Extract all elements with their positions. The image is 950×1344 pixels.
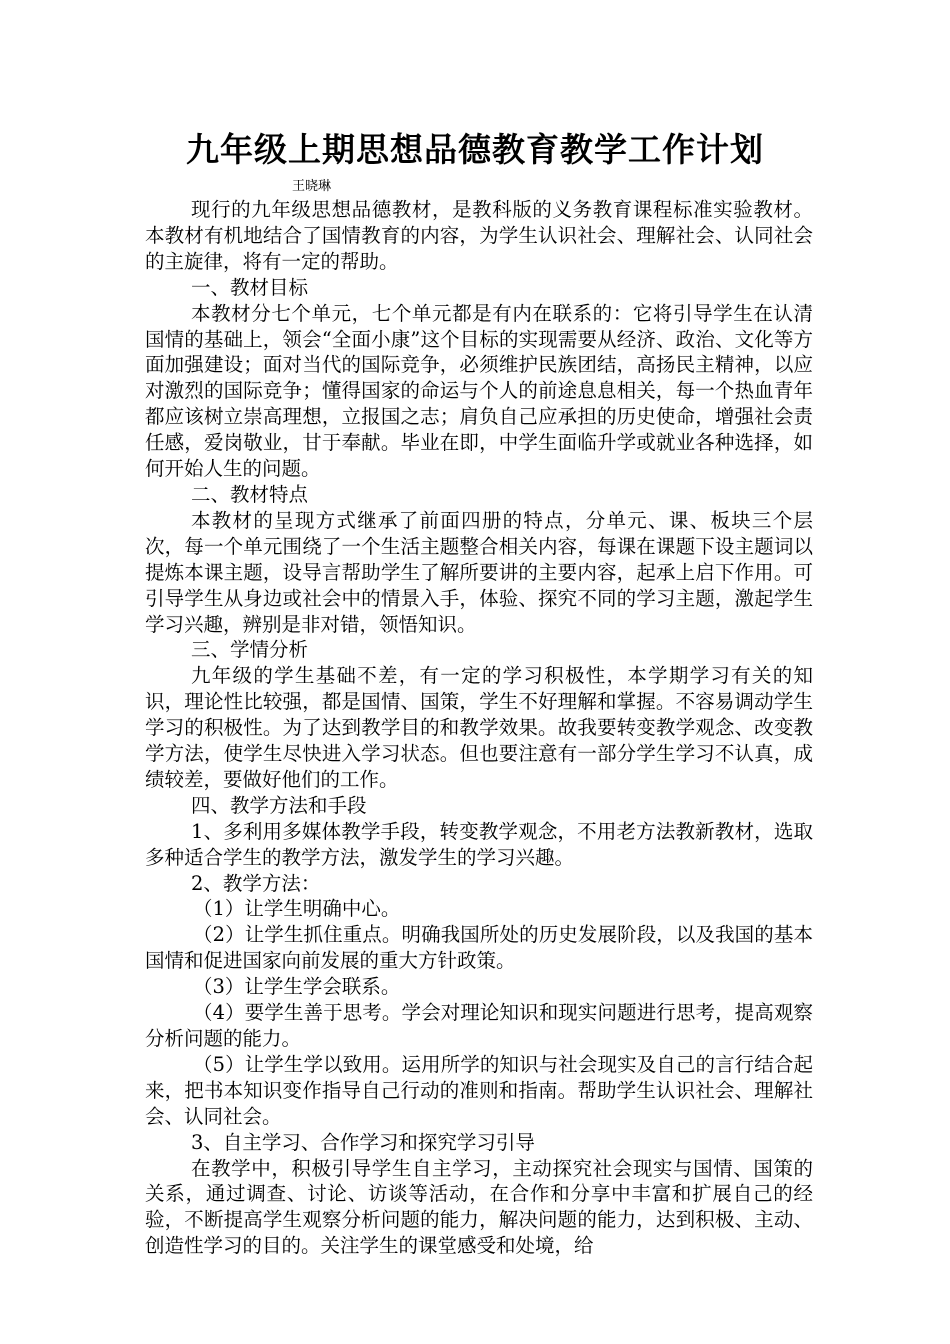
document-author: 王晓琳 bbox=[292, 179, 332, 194]
paragraph: 九年级的学生基础不差，有一定的学习积极性，本学期学习有关的知识，理论性比较强，都是国情、国策，学生不好理解和掌握。不容易调动学生学习的积极性。为了达到教学目的和教学效果。故我要转变教学观念、改变教学方法，使学生尽快进入学习状态。但也要注意有一部分学生学习不认真，成绩较差，要做好他们的工作。 bbox=[145, 664, 813, 791]
paragraph: 本教材分七个单元，七个单元都是有内在联系的：它将引导学生在认清国情的基础上，领会“全面小康”这个目标的实现需要从经济、政治、文化等方面加强建设；面对当代的国际竞争，必须维护民族团结，高扬民主精神，以应对激烈的国际竞争；懂得国家的命运与个人的前途息息相关，每一个热血青年都应该树立崇高理想，立报国之志；肩负自己应承担的历史使命，增强社会责任感，爱岗敬业，甘于奉献。毕业在即，中学生面临升学或就业各种选择，如何开始人生的问题。 bbox=[145, 301, 813, 481]
section-heading-4: 四、教学方法和手段 bbox=[191, 793, 367, 817]
paragraph: 在教学中，积极引导学生自主学习，主动探究社会现实与国情、国策的关系，通过调查、讨论、访谈等活动，在合作和分享中丰富和扩展自己的经验，不断提高学生观察分析问题的能力，解决问题的能力，达到积极、主动、创造性学习的目的。关注学生的课堂感受和处境，给 bbox=[145, 1156, 813, 1258]
sub-list-item: （4）要学生善于思考。学会对理论知识和现实问题进行思考，提高观察分析问题的能力。 bbox=[145, 1001, 813, 1050]
section-heading-3: 三、学情分析 bbox=[191, 638, 309, 662]
section-heading-2: 二、教材特点 bbox=[191, 482, 309, 506]
document-body bbox=[145, 197, 813, 1259]
sub-list-item: （5）让学生学以致用。运用所学的知识与社会现实及自己的言行结合起来，把书本知识变作指导自己行动的准则和指南。帮助学生认识社会、理解社会、认同社会。 bbox=[145, 1052, 813, 1128]
sub-list-item: （1）让学生明确中心。 bbox=[193, 897, 401, 921]
list-item: 1、多利用多媒体教学手段，转变教学观念，不用老方法教新教材，选取多种适合学生的教学方法，激发学生的学习兴趣。 bbox=[145, 819, 813, 869]
sub-list-item: （3）让学生学会联系。 bbox=[193, 975, 401, 999]
document-title: 九年级上期思想品德教育教学工作计划 bbox=[186, 130, 764, 169]
paragraph-intro: 现行的九年级思想品德教材，是教科版的义务教育课程标准实验教材。本教材有机地结合了国情教育的内容，为学生认识社会、理解社会、认同社会的主旋律，将有一定的帮助。 bbox=[145, 198, 813, 273]
section-heading-1: 一、教材目标 bbox=[191, 275, 309, 299]
list-item: 2、教学方法： bbox=[191, 871, 321, 895]
sub-list-item: （2）让学生抓住重点。明确我国所处的历史发展阶段，以及我国的基本国情和促进国家向前发展的重大方针政策。 bbox=[145, 923, 813, 973]
list-item: 3、自主学习、合作学习和探究学习引导 bbox=[191, 1130, 535, 1154]
paragraph: 本教材的呈现方式继承了前面四册的特点，分单元、课、板块三个层次，每一个单元围绕了一个生活主题整合相关内容，每课在课题下设主题词以提炼本课主题，设导言帮助学生了解所要讲的主要内容，起承上启下作用。可引导学生从身边或社会中的情景入手，体验、探究不同的学习主题，激起学生学习兴趣，辨别是非对错，领悟知识。 bbox=[145, 508, 813, 636]
